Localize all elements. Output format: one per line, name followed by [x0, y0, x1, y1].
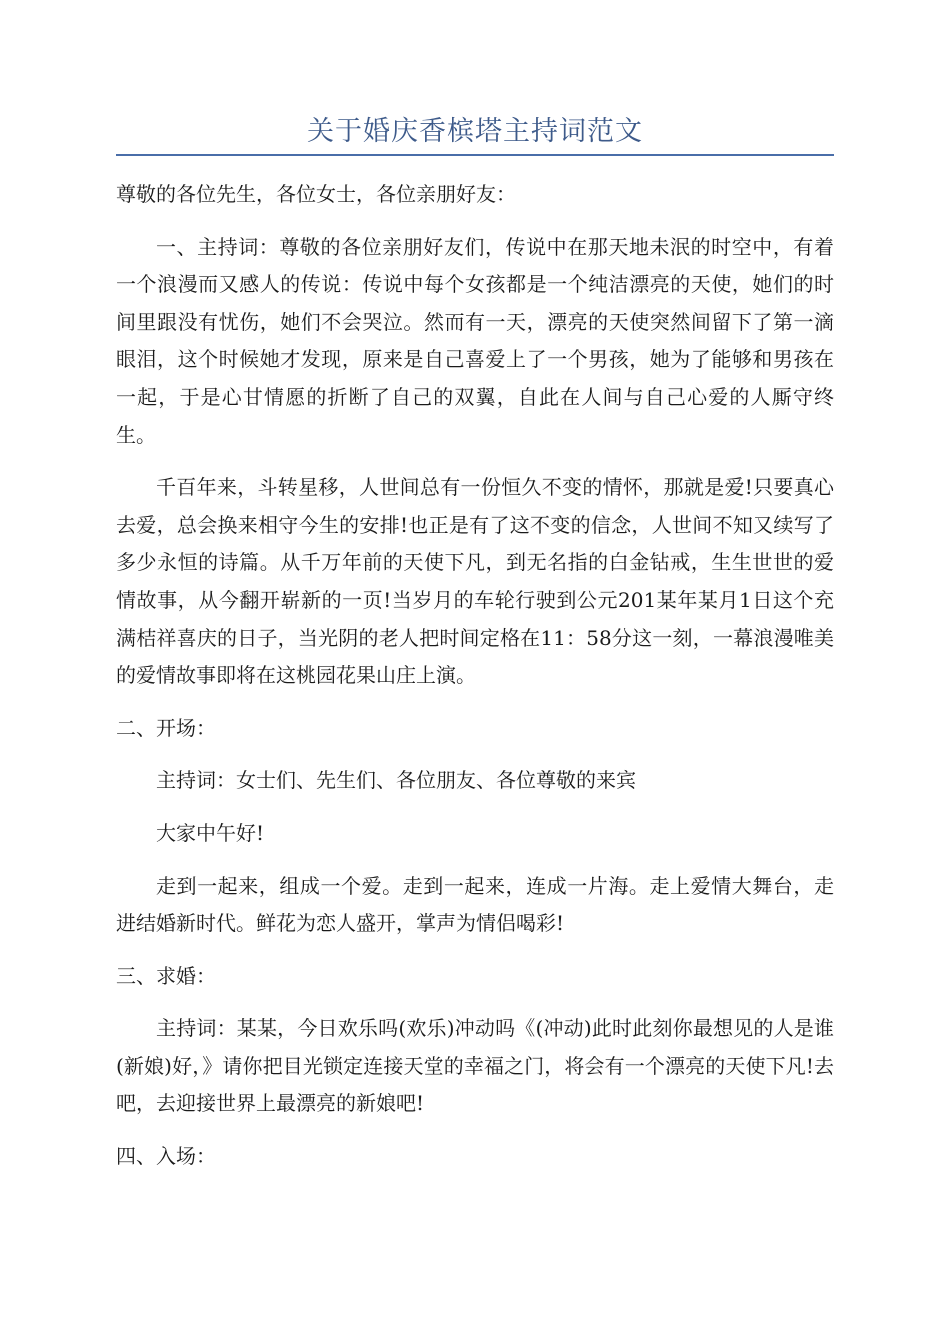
salutation: 尊敬的各位先生，各位女士，各位亲朋好友：	[116, 182, 516, 206]
paragraph-opening-greeting: 主持词：女士们、先生们、各位朋友、各位尊敬的来宾	[156, 768, 636, 793]
paragraph-love-story: 千百年来，斗转星移，人世间总有一份恒久不变的情怀，那就是爱!只要真心去爱，总会换来相守今生的安排!也正是有了这不变的信念，人世间不知又续写了多少永恒的诗篇。从千万年前的天使下凡，到无名指的白金钻戒，生生世世的爱情故事，从今翻开崭新的一页!当岁月的车轮行驶到公元201某年某月1日这个充满桔祥喜庆的日子，当光阴的老人把时间定格在11：58分这一刻，一幕浪漫唯美的爱情故事即将在这桃园花果山庄上演。	[116, 475, 834, 688]
document-body	[116, 176, 834, 1191]
section-heading-opening: 二、开场：	[116, 715, 216, 740]
paragraph-host-intro: 一、主持词：尊敬的各位亲朋好友们，传说中在那天地未泯的时空中，有着一个浪漫而又感人的传说：传说中每个女孩都是一个纯洁漂亮的天使，她们的时间里跟没有忧伤，她们不会哭泣。然而有一天，漂亮的天使突然间留下了第一滴眼泪，这个时候她才发现，原来是自己喜爱上了一个男孩，她为了能够和男孩在一起，于是心甘情愿的折断了自己的双翼，自此在人间与自己心爱的人厮守终生。	[116, 234, 834, 447]
paragraph-together: 走到一起来，组成一个爱。走到一起来，连成一片海。走上爱情大舞台，走进结婚新时代。鲜花为恋人盛开，掌声为情侣喝彩!	[116, 873, 834, 936]
section-heading-entrance: 四、入场：	[116, 1144, 216, 1169]
paragraph-proposal: 主持词：某某，今日欢乐吗(欢乐)冲动吗《(冲动)此时此刻你最想见的人是谁(新娘)好，》请你把目光锁定连接天堂的幸福之门，将会有一个漂亮的天使下凡!去吧，去迎接世界上最漂亮的新娘吧!	[116, 1016, 834, 1116]
document-title: 关于婚庆香槟塔主持词范文	[307, 116, 643, 147]
title-underline	[116, 154, 834, 156]
section-heading-proposal: 三、求婚：	[116, 963, 216, 988]
paragraph-good-afternoon: 大家中午好!	[156, 820, 265, 845]
